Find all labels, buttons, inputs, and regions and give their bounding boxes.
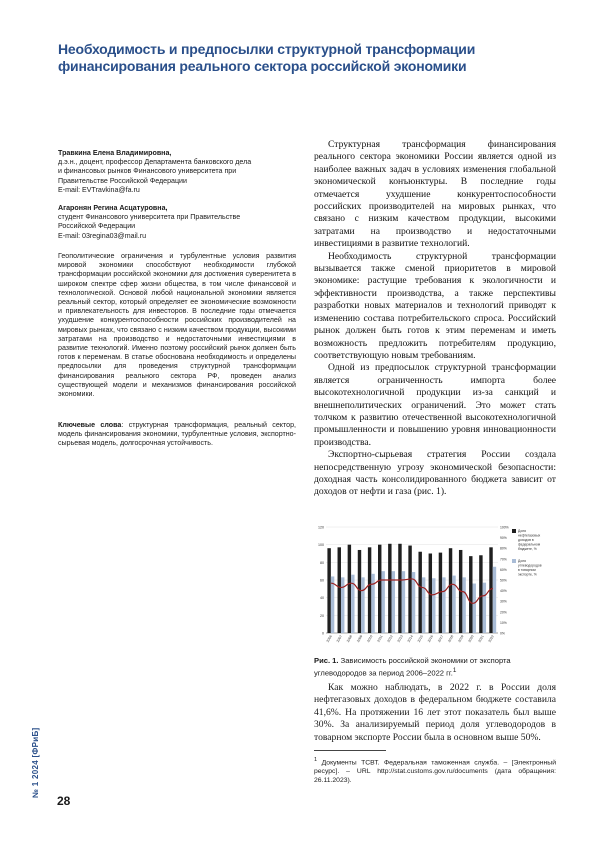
caption-sup: 1 bbox=[452, 667, 457, 674]
footnote bbox=[314, 756, 556, 786]
y-tick-right: 60% bbox=[500, 567, 507, 572]
bar-series-1 bbox=[418, 552, 421, 633]
article-title bbox=[58, 41, 478, 75]
author-affiliation bbox=[58, 213, 296, 241]
x-tick-label: 2012 bbox=[386, 634, 394, 644]
body-text bbox=[314, 139, 556, 499]
author-1 bbox=[58, 149, 296, 195]
y-tick-left: 100 bbox=[318, 543, 324, 548]
keywords-label: Ключевые слова bbox=[58, 421, 122, 429]
author-email: E-mail: EVTravkina@fa.ru bbox=[58, 185, 140, 194]
keywords bbox=[58, 421, 296, 449]
bar-series-2 bbox=[412, 572, 415, 633]
x-tick-label: 2019 bbox=[457, 634, 465, 644]
bar-series-1 bbox=[348, 545, 351, 633]
author-name: Агаронян Регина Асцатуровна, bbox=[58, 204, 168, 213]
x-tick-label: 2022 bbox=[487, 634, 495, 644]
y-tick-right: 20% bbox=[500, 610, 507, 615]
y-tick-right: 10% bbox=[500, 620, 507, 625]
bar-series-1 bbox=[368, 547, 371, 633]
bar-series-2 bbox=[483, 583, 486, 633]
bar-series-2 bbox=[442, 577, 445, 633]
bar-series-1 bbox=[338, 547, 341, 633]
page-number: 28 bbox=[57, 794, 71, 808]
y-tick-left: 80 bbox=[320, 560, 324, 565]
legend-label: федеральном bbox=[518, 542, 541, 547]
y-tick-right: 40% bbox=[500, 589, 507, 594]
x-tick-label: 2007 bbox=[335, 634, 344, 644]
body-text-2 bbox=[314, 682, 556, 744]
x-tick-label: 2006 bbox=[325, 634, 333, 644]
title-line-2: финансирования реального сектора российской экономики bbox=[58, 58, 467, 74]
x-tick-label: 2010 bbox=[366, 634, 374, 644]
bar-series-1 bbox=[469, 556, 472, 633]
bar-series-1 bbox=[358, 550, 361, 633]
x-tick-label: 2014 bbox=[406, 634, 414, 644]
aff-line: студент Финансового университета при Правительстве bbox=[58, 213, 241, 222]
y-tick-right: 30% bbox=[500, 599, 507, 604]
aff-line: и финансовых рынков Финансового университета при bbox=[58, 167, 237, 176]
author-email: E-mail: 03regina03@mail.ru bbox=[58, 231, 147, 240]
bar-series-1 bbox=[398, 544, 401, 633]
caption-label: Рис. 1. bbox=[314, 656, 339, 665]
x-tick-label: 2016 bbox=[426, 634, 435, 644]
y-tick-left: 60 bbox=[320, 578, 324, 583]
journal-mark: № 1 2024 [ФРиБ] bbox=[31, 727, 40, 798]
paragraph: Как можно наблюдать, в 2022 г. в России доля нефтегазовых доходов в федеральном бюджете составила 41,6%. На протяжении 16 лет этот показатель был выше 30%. За анализируемый период доля углеводородов в товарном экспорте России была в основном выше 50%. bbox=[314, 682, 556, 743]
paragraph: Одной из предпосылок структурной трансформации является ограниченность импорта более высокотехнологичной продукции из-за санкций и внешнеполитических ограничений. Это может стать толчком к развитию отечественной высокотехнологичной промышленности и повышению уровня инновационности производства. bbox=[314, 362, 556, 448]
author-affiliation bbox=[58, 158, 296, 195]
x-tick-label: 2017 bbox=[436, 634, 445, 644]
y-tick-right: 50% bbox=[500, 578, 507, 583]
paragraph: Необходимость структурной трансформации вызывается также сменой приоритетов в мировой экономике: растущие требования к экологичности и эффективности производства, а также перспективы разработки новых материалов и технологий приводят к изменению состава потребительского спроса. Российский рынок должен быть готов к этим переменам и иметь возможность предложить потребителям продукцию, соответствующую новым требованиям. bbox=[314, 250, 556, 361]
legend-swatch bbox=[512, 529, 516, 533]
y-tick-right: 80% bbox=[500, 546, 507, 551]
bar-series-2 bbox=[432, 578, 435, 633]
x-tick-label: 2009 bbox=[356, 634, 364, 644]
footnote-text: Документы ТСВТ. Федеральная таможенная служба. – [Электронный ресурс]. – URL http://stat.customs.gov.ru/documents (дата обращения: 26.11.2023). bbox=[314, 759, 556, 784]
y-tick-right: 70% bbox=[500, 557, 507, 562]
bar-series-1 bbox=[378, 545, 381, 633]
bar-series-2 bbox=[341, 577, 344, 633]
legend-label: доходов в bbox=[518, 538, 534, 542]
y-tick-left: 0 bbox=[322, 631, 324, 636]
x-tick-label: 2020 bbox=[467, 634, 475, 644]
bar-series-1 bbox=[327, 548, 330, 633]
aff-line: Правительстве Российской Федерации bbox=[58, 176, 187, 185]
bar-series-1 bbox=[449, 548, 452, 633]
bar-series-2 bbox=[462, 577, 465, 633]
aff-line: д.э.н., доцент, профессор Департамента банковского дела bbox=[58, 158, 252, 167]
x-tick-label: 2013 bbox=[396, 634, 404, 644]
x-tick-label: 2021 bbox=[477, 634, 485, 644]
paragraph: Структурная трансформация финансирования реального сектора экономики России является одной из наиболее важных задач в условиях изменения глобальной экономической конъюнктуры. В последние годы отмечается ухудшение конкурентоспособности российских производителей на мировых рынках, что связано с низким качеством продукции, высокими затратами на производство и недостаточными инвестициями в развитие технологий. bbox=[314, 139, 556, 250]
bar-series-2 bbox=[422, 577, 425, 633]
bar-series-1 bbox=[408, 546, 411, 633]
footnote-divider bbox=[314, 750, 386, 751]
legend-label: Доля bbox=[518, 529, 526, 534]
legend-label: нефтегазовых bbox=[518, 533, 541, 538]
keywords-text: : структурная трансформация, реальный сектор, модель финансирования экономики, турбулентные условия, экспортно-сырьевая модель, долгосрочная устойчивость. bbox=[58, 421, 296, 448]
bar-series-2 bbox=[361, 577, 364, 633]
bar-series-2 bbox=[371, 574, 374, 633]
y-tick-left: 20 bbox=[320, 613, 324, 618]
y-tick-right: 100% bbox=[500, 525, 509, 530]
legend-label: Доля bbox=[518, 559, 526, 564]
bar-series-2 bbox=[473, 584, 476, 633]
x-tick-label: 2015 bbox=[416, 634, 424, 644]
bar-series-1 bbox=[388, 544, 391, 633]
title-line-1: Необходимость и предпосылки структурной трансформации bbox=[58, 41, 476, 57]
bar-series-1 bbox=[479, 555, 482, 633]
y-tick-left: 120 bbox=[318, 525, 324, 530]
bar-series-2 bbox=[493, 567, 496, 633]
y-tick-right: 0% bbox=[500, 631, 505, 636]
caption-text: Зависимость российской экономики от экспорта углеводородов за период 2006–2022 гг. bbox=[314, 656, 511, 678]
bar-series-2 bbox=[331, 576, 334, 633]
footnote-sup: 1 bbox=[314, 757, 318, 763]
author-name: Травкина Елена Владимировна, bbox=[58, 149, 172, 157]
figure-1-chart bbox=[312, 521, 556, 651]
y-tick-left: 40 bbox=[320, 596, 324, 601]
legend-label: в товарном bbox=[518, 568, 536, 572]
paragraph: Экспортно-сырьевая стратегия России создала непосредственную угрозу экономической безопасности: доходная часть консолидированного бюджета зависит от доходов от нефти и газа (рис. 1). bbox=[314, 449, 556, 498]
legend-label: бюджете, % bbox=[518, 546, 537, 551]
legend-swatch bbox=[512, 559, 516, 563]
figure-caption bbox=[314, 656, 556, 679]
author-2 bbox=[58, 204, 296, 241]
legend-label: углеводородов bbox=[518, 563, 542, 568]
authors-block bbox=[58, 149, 296, 241]
x-tick-label: 2008 bbox=[345, 634, 354, 644]
x-tick-label: 2011 bbox=[376, 634, 384, 643]
legend-label: экспорте, % bbox=[518, 572, 537, 577]
aff-line: Российской Федерации bbox=[58, 222, 136, 231]
y-tick-right: 90% bbox=[500, 536, 507, 541]
abstract: Геополитические ограничения и турбулентные условия развития мировой экономики способствуют необходимости глубокой трансформации российской экономики для достижения суверенитета в широком спектре сфер жизни общества, в том числе финансовой и технологической. Основой любой национальной экономики является реальный сектор, который определяет ее экономические возможности и привлекательность для инвесторов. В последние годы отмечается ухудшение конкурентоспособности российских производителей на мировых рынках, что связано с низким качеством продукции, высокими затратами на производство и недостаточными инвестициями в развитие технологий. Именно поэтому российский рынок должен быть готов к переменам. В статье обоснована необходимость и определены предпосылки для проведения структурной трансформации финансирования реального сектора РФ, проведен анализ существующей модели и механизмов финансирования российской экономики. bbox=[58, 252, 296, 399]
x-tick-label: 2018 bbox=[447, 634, 455, 644]
